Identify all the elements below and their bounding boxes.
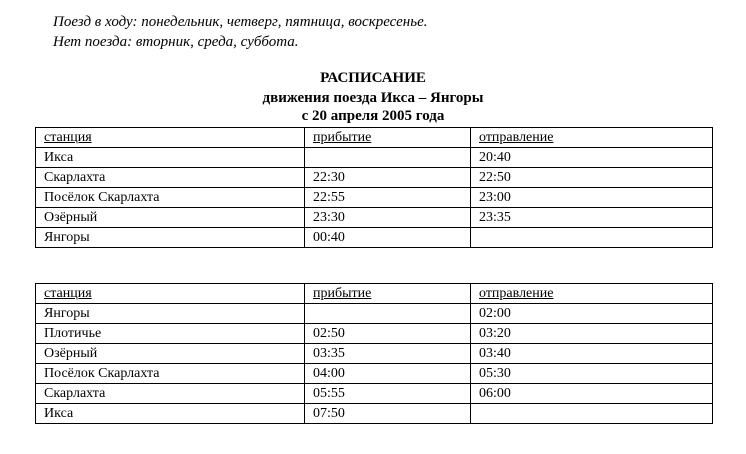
- departure-cell: 23:00: [471, 188, 713, 208]
- table-row: [36, 148, 713, 168]
- table-row: [36, 324, 713, 344]
- header-arrival: прибытие: [305, 284, 471, 304]
- arrival-cell: 22:55: [305, 188, 471, 208]
- arrival-cell: 05:55: [305, 384, 471, 404]
- station-cell: Скарлахта: [36, 384, 305, 404]
- station-cell: Икса: [36, 404, 305, 424]
- header-departure: отправление: [471, 128, 713, 148]
- schedule-route: движения поезда Икса – Янгоры: [262, 90, 484, 106]
- arrival-cell: 23:30: [305, 208, 471, 228]
- table-row: [36, 304, 713, 324]
- departure-cell: 03:20: [471, 324, 713, 344]
- operating-days-note: Поезд в ходу: понедельник, четверг, пятница, воскресенье.: [53, 14, 428, 30]
- table-header-row: [36, 128, 713, 148]
- schedule-title: РАСПИСАНИЕ: [320, 70, 426, 86]
- station-cell: Янгоры: [36, 228, 305, 248]
- arrival-cell: [305, 148, 471, 168]
- arrival-cell: 22:30: [305, 168, 471, 188]
- table-row: [36, 344, 713, 364]
- table-row: [36, 228, 713, 248]
- table-row: [36, 384, 713, 404]
- station-cell: Посёлок Скарлахта: [36, 364, 305, 384]
- arrival-cell: 02:50: [305, 324, 471, 344]
- station-cell: Икса: [36, 148, 305, 168]
- table-header-row: [36, 284, 713, 304]
- departure-cell: 03:40: [471, 344, 713, 364]
- arrival-cell: 00:40: [305, 228, 471, 248]
- departure-cell: [471, 228, 713, 248]
- non-operating-days-note: Нет поезда: вторник, среда, суббота.: [53, 34, 299, 50]
- arrival-cell: 03:35: [305, 344, 471, 364]
- departure-cell: 02:00: [471, 304, 713, 324]
- departure-cell: 22:50: [471, 168, 713, 188]
- departure-cell: 20:40: [471, 148, 713, 168]
- table-row: [36, 168, 713, 188]
- departure-cell: [471, 404, 713, 424]
- station-cell: Озёрный: [36, 208, 305, 228]
- schedule-table-return: [35, 283, 713, 424]
- table-row: [36, 188, 713, 208]
- table-row: [36, 208, 713, 228]
- arrival-cell: [305, 304, 471, 324]
- station-cell: Озёрный: [36, 344, 305, 364]
- station-cell: Янгоры: [36, 304, 305, 324]
- schedule-table-outbound: [35, 127, 713, 248]
- arrival-cell: 04:00: [305, 364, 471, 384]
- header-station: станция: [36, 128, 305, 148]
- table-row: [36, 364, 713, 384]
- header-arrival: прибытие: [305, 128, 471, 148]
- station-cell: Посёлок Скарлахта: [36, 188, 305, 208]
- schedule-effective-date: с 20 апреля 2005 года: [301, 108, 445, 124]
- arrival-cell: 07:50: [305, 404, 471, 424]
- header-station: станция: [36, 284, 305, 304]
- departure-cell: 06:00: [471, 384, 713, 404]
- station-cell: Плотичье: [36, 324, 305, 344]
- table-row: [36, 404, 713, 424]
- departure-cell: 23:35: [471, 208, 713, 228]
- departure-cell: 05:30: [471, 364, 713, 384]
- header-departure: отправление: [471, 284, 713, 304]
- station-cell: Скарлахта: [36, 168, 305, 188]
